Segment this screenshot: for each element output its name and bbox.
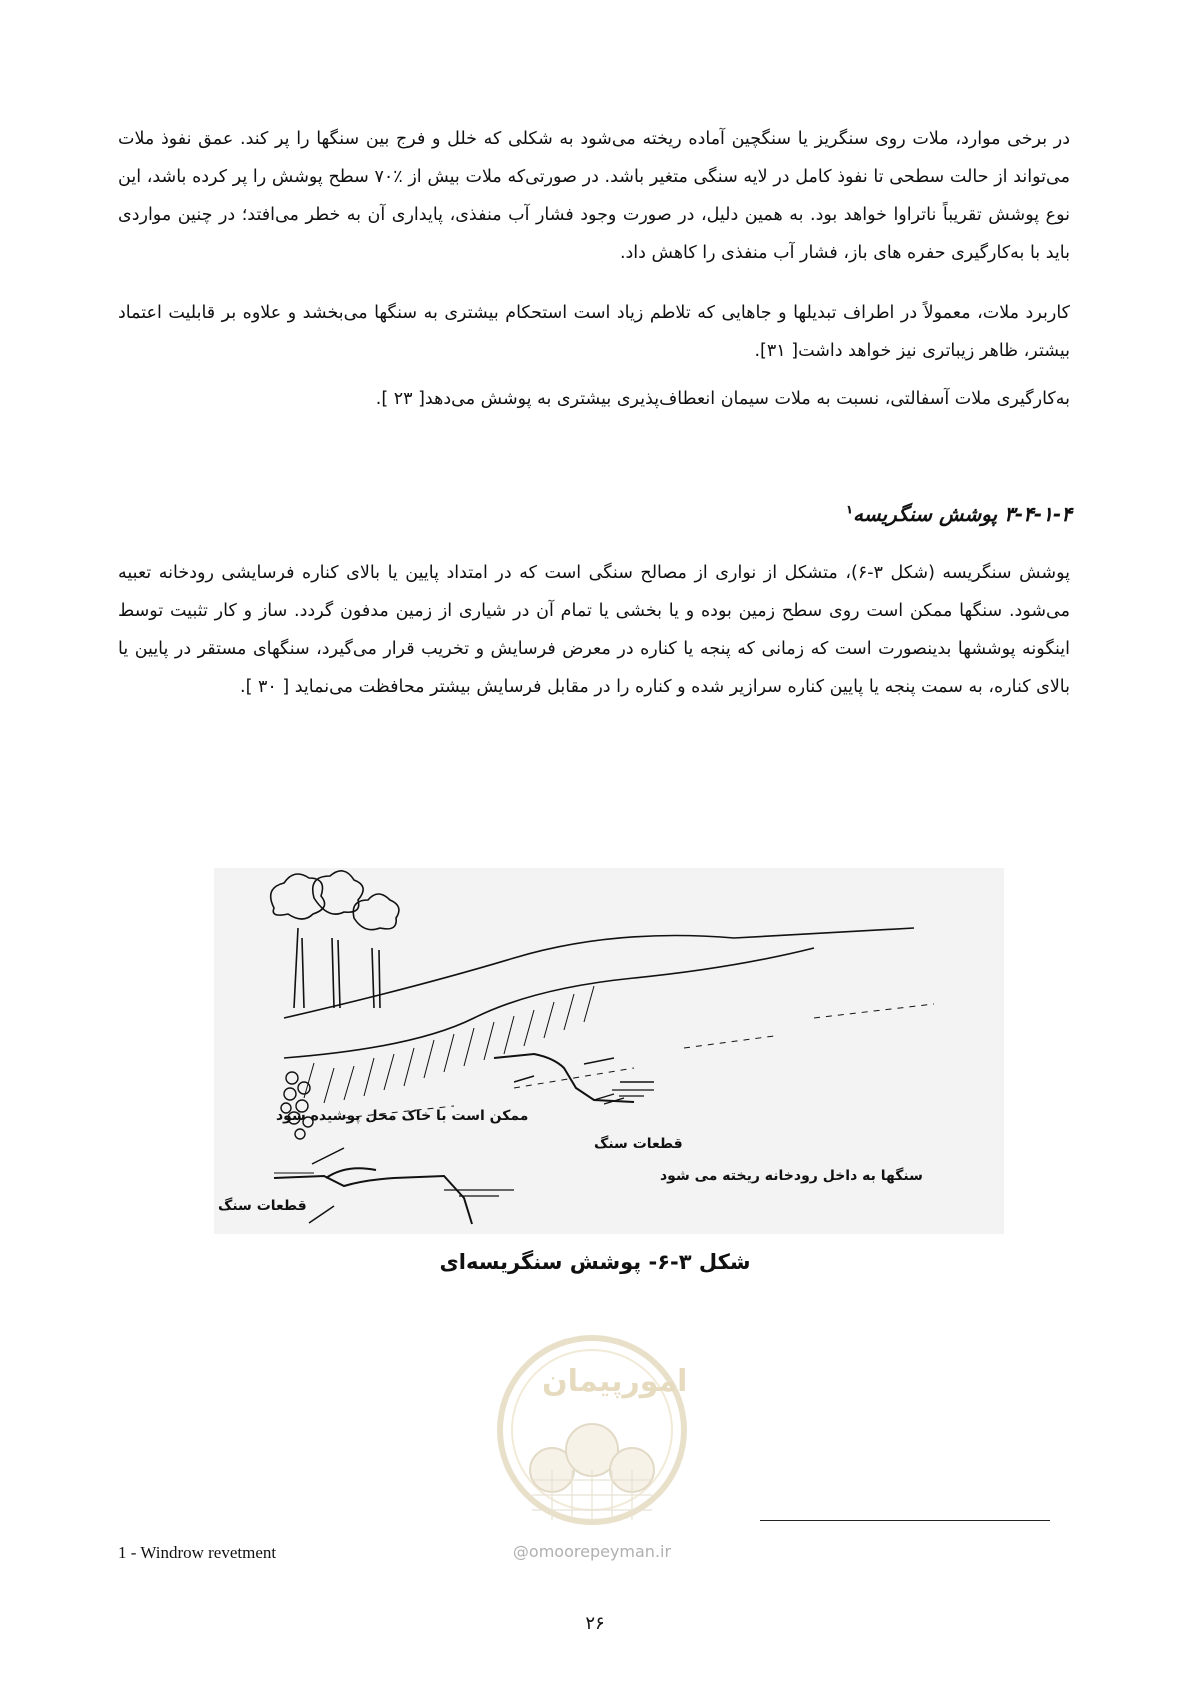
logo-text: امورپیمان <box>542 1364 688 1399</box>
watermark-logo <box>492 1330 692 1530</box>
paragraph-windrow-revetment: پوشش سنگریسه (شکل ۳-۶)، متشکل از نواری از مصالح سنگی است که در امتداد پایین یا بالای کناره فرسایشی رودخانه تعبیه می‌شود. سنگها ممکن است روی سطح زمین بوده و یا بخشی یا تمام آن در شیاری از زمین مدفون گردد. ساز و کار تثبیت توسط اینگونه پوششها بدینصورت است که زمانی که پنجه یا کناره در معرض فرسایش و تخریب قرار می‌گیرد، سنگهای مستقر در پایین یا بالای کناره، به سمت پنجه یا پایین کناره سرازیر شده و کناره را در مقابل فرسایش بیشتر محافظت می‌نماید [ ۳۰ ]. <box>118 563 1070 697</box>
label-may-be-covered: ممکن است با خاک محل پوشیده شود <box>276 1108 529 1124</box>
label-stones-into-river: سنگها به داخل رودخانه ریخته می شود <box>660 1168 923 1184</box>
label-stone-pieces-right: قطعات سنگ <box>594 1136 683 1152</box>
label-stone-pieces-left: قطعات سنگ <box>218 1198 307 1214</box>
footnote-marker: ۱ <box>845 502 854 517</box>
tree-icon <box>271 871 399 1008</box>
footnote: 1 - Windrow revetment <box>118 1543 277 1562</box>
paragraph-grout-penetration: در برخی موارد، ملات روی سنگریز یا سنگچین آماده ریخته می‌شود به شکلی که خلل و فرج بین سنگها را پر کند. عمق نفوذ ملات می‌تواند از حالت سطحی تا نفوذ کامل در لایه سنگی متغیر باشد. در صورتی‌که ملات بیش از ٪۷۰ سطح پوشش را پر کرده باشد، این نوع پوشش تقریباً ناتراوا خواهد بود. به همین دلیل، در صورت وجود فشار آب منفذی، پایداری آن به خطر می‌افتد؛ در چنین مواردی باید با به‌کارگیری حفره های باز، فشار آب منفذی را کاهش داد. <box>118 129 1070 263</box>
paragraph-grout-application: کاربرد ملات، معمولاً در اطراف تبدیلها و جاهایی که تلاطم زیاد است استحکام بیشتری به سنگها می‌بخشد و علاوه بر قابلیت اعتماد بیشتر، ظاهر زیباتری نیز خواهد داشت[ ۳۱]. <box>118 303 1070 361</box>
figure-caption: شکل ۳-۶- پوشش سنگریسه‌ای <box>439 1250 751 1274</box>
figure-windrow-revetment <box>214 868 1004 1234</box>
page-number: ۲۶ <box>585 1613 605 1634</box>
footnote-divider <box>760 1520 1050 1521</box>
section-heading: ۳-۴-۱-۴ پوشش سنگریسه$^۱$ <box>845 502 1072 526</box>
watermark-url: @omoorepeyman.ir <box>512 1542 672 1561</box>
paragraph-asphalt-grout: به‌کارگیری ملات آسفالتی، نسبت به ملات سیمان انعطاف‌پذیری بیشتری به پوشش می‌دهد[ ۲۳ ]. <box>375 389 1070 409</box>
